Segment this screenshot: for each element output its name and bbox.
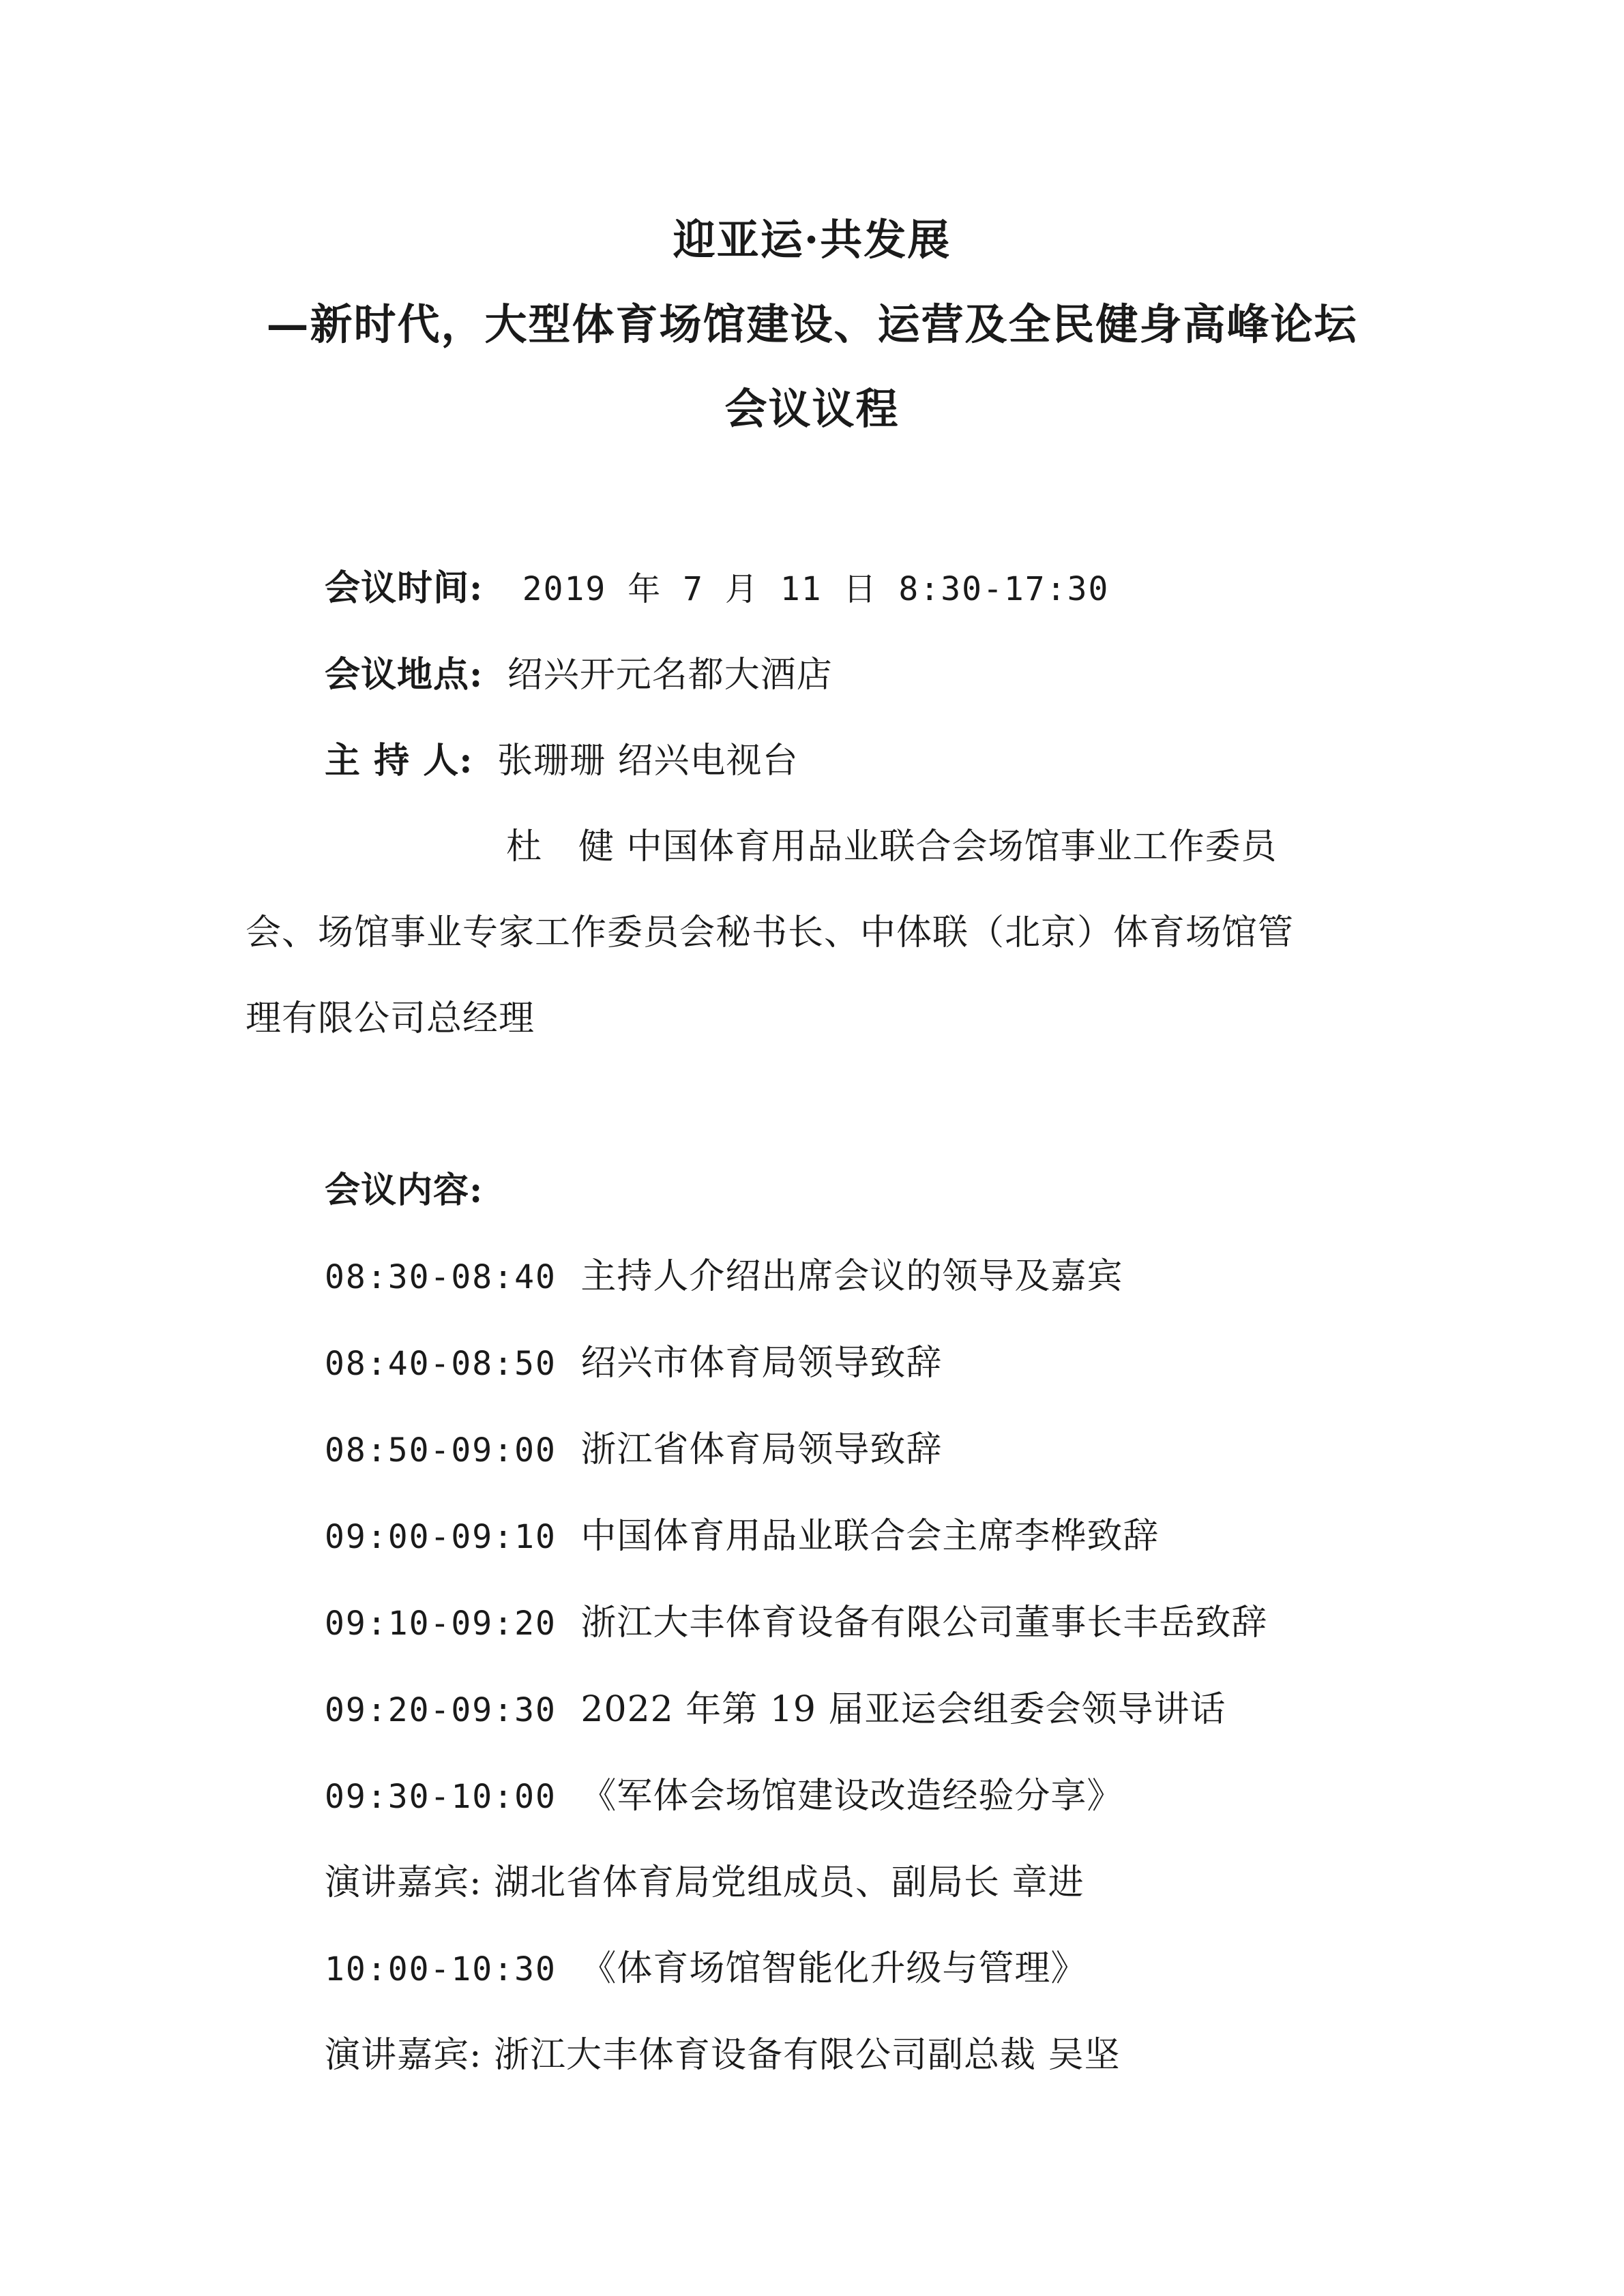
agenda-item [246,1234,1364,1320]
document-title-block [0,198,1624,451]
agenda-item-time: 09:10-09:20 [325,1605,557,1643]
agenda-item [246,1580,1364,1667]
meeting-time-row [246,546,1364,632]
agenda-item-time: 08:30-08:40 [325,1258,557,1296]
agenda-speaker: 演讲嘉宾: 浙江大丰体育设备有限公司副总裁 吴坚 [325,2035,1121,2076]
agenda-speaker: 演讲嘉宾: 湖北省体育局党组成员、副局长 章进 [325,1862,1084,1903]
host-secondary-line3: 理有限公司总经理 [246,998,535,1039]
agenda-item [246,1667,1364,1753]
host-row [246,718,1364,804]
agenda-item-text: 《体育场馆智能化升级与管理》 [580,1948,1087,1989]
agenda-item-time: 08:50-09:00 [325,1431,557,1470]
host-secondary-line2: 会、场馆事业专家工作委员会秘书长、中体联（北京）体育场馆管 [246,912,1295,953]
agenda-item [246,1493,1364,1580]
meeting-time-value: 2019 年 7 月 11 日 8:30-17:30 [522,570,1110,608]
meeting-place-value: 绍兴开元名都大酒店 [507,655,833,696]
agenda-item-text: 主持人介绍出席会议的领导及嘉宾 [580,1256,1123,1297]
title-main: 迎亚运·共发展 [673,215,951,265]
agenda-item [246,1926,1364,2012]
host-secondary-line1: 杜 健 中国体育用品业联合会场馆事业工作委员 [506,826,1278,867]
title-subtitle: —新时代，大型体育场馆建设、运营及全民健身高峰论坛 [266,299,1358,349]
agenda-item [246,1407,1364,1493]
agenda-label: 会议内容: [325,1169,484,1211]
agenda-item-time: 10:00-10:30 [325,1950,557,1988]
agenda-item-time: 08:40-08:50 [325,1345,557,1383]
meeting-place-row [246,632,1364,718]
meeting-place-label: 会议地点: [325,654,484,696]
host-label: 主 持 人: [325,740,473,781]
agenda-item-text: 《军体会场馆建设改造经验分享》 [580,1776,1123,1817]
agenda-item-text: 浙江大丰体育设备有限公司董事长丰岳致辞 [580,1602,1268,1643]
agenda-item-time: 09:20-09:30 [325,1691,557,1729]
agenda-item-text: 绍兴市体育局领导致辞 [580,1343,943,1384]
title-agenda: 会议议程 [724,384,900,434]
spacer [246,1062,1364,1148]
agenda-item [246,1320,1364,1407]
host-primary: 张珊珊 绍兴电视台 [497,741,799,781]
document-body [246,546,1364,2098]
meeting-time-label: 会议时间: [325,567,484,609]
agenda-item-text: 中国体育用品业联合会主席李桦致辞 [580,1516,1160,1557]
agenda-item [246,1753,1364,1840]
agenda-item-text: 浙江省体育局领导致辞 [580,1429,943,1470]
agenda-item-time: 09:00-09:10 [325,1518,557,1556]
agenda-item-text: 2022 年第 19 届亚运会组委会领导讲话 [580,1689,1226,1730]
agenda-item-time: 09:30-10:00 [325,1778,557,1816]
agenda-heading [246,1148,1364,1234]
